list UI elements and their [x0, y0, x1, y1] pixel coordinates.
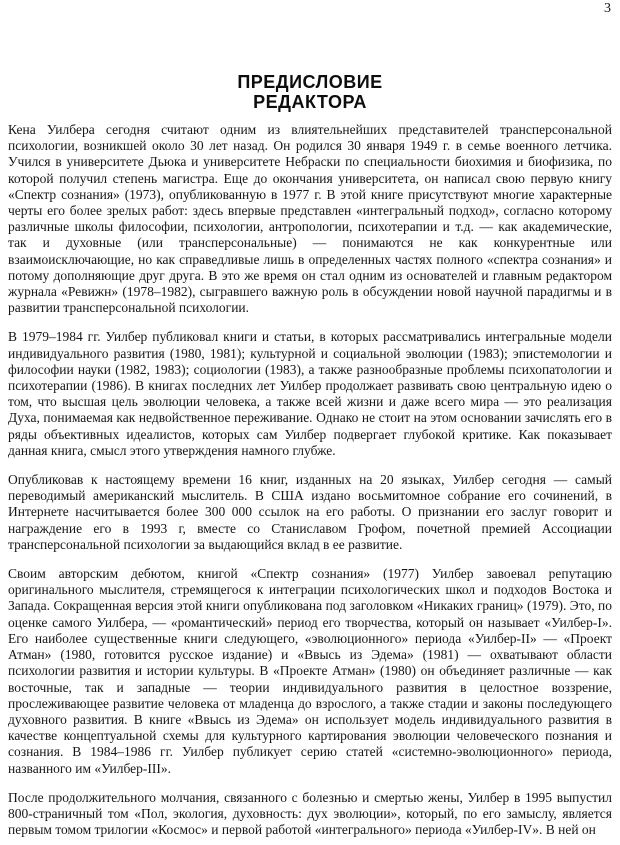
- paragraph-2: В 1979–1984 гг. Уилбер публиковал книги и статьи, в которых рассматривались интегральные модели индивидуального развития (1980, 1981); культурной и социальной эволюции (1983); эпистемологии и философии науки (1982, 1983); социологии (1983), а также разнообразные проблемы психопатологии и психотерапии (1986). В книгах последних лет Уилбер продолжает развивать свою центральную идею о том, что высшая цель эволюции человека, а также всей жизни и даже всего мира — это реализация Духа, понимаемая как недвойственное переживание. Однако не стоит на этом основании зачислять его в ряды объективных идеалистов, которых сам Уилбер подвергает глубокой критике. Как показывает данная книга, смысл этого утверждения намного глубже.: [8, 329, 612, 458]
- paragraph-1: Кена Уилбера сегодня считают одним из влиятельнейших представителей трансперсональной психологии, возникшей около 30 лет назад. Он родился 30 января 1949 г. в семье военного летчика. Учился в университете Дьюка и университете Небраски по специальности биохимия и биофизика, по которой получил степень магистра. Еще до окончания университета, он написал свою первую книгу «Спектр сознания» (1973), опубликованную в 1977 г. В этой книге присутствуют многие характерные черты его более зрелых работ: здесь впервые представлен «интегральный подход», согласно которому различные школы философии, психологии, антропологии, психотерапии и т.д. — как академические, так и духовные (или трансперсональные) — понимаются не как конкурентные или взаимоисключающие, но как справедливые лишь в определенных частях полного «спектра сознания» и потому дополняющие друг друга. В это же время он стал одним из основателей и главным редактором журнала «Ревижн» (1978–1982), сыгравшего важную роль в обсуждении новой научной парадигмы и в развитии трансперсональной психологии.: [8, 122, 612, 316]
- page-title-line1: ПРЕДИСЛОВИЕ: [237, 72, 383, 92]
- paragraph-5: После продолжительного молчания, связанного с болезнью и смертью жены, Уилбер в 1995 выпустил 800-страничный том «Пол, экология, духовность: дух эволюции», который, по его замыслу, является первым томом трилогии «Космос» и первой работой «интегрального» периода «Уилбер-IV». В ней он: [8, 789, 612, 838]
- paragraph-3: Опубликовав к настоящему времени 16 книг, изданных на 20 языках, Уилбер сегодня — самый переводимый американский мыслитель. В США издано восьмитомное собрание его сочинений, в Интернете насчитывается более 300 000 ссылок на его работы. О признании его заслуг говорит и награждение его в 1993 г, вместе со Станиславом Грофом, почетной премией Ассоциации трансперсональной психологии за выдающийся вклад в ее развитие.: [8, 472, 612, 552]
- page-title-line2: РЕДАКТОРА: [253, 92, 367, 112]
- page-title: [0, 0, 620, 112]
- preface-body: [8, 122, 612, 838]
- page-number: 3: [604, 1, 611, 16]
- paragraph-4: Своим авторским дебютом, книгой «Спектр сознания» (1977) Уилбер завоевал репутацию оригинального мыслителя, стремящегося к интеграции психологических школ и подходов Востока и Запада. Сокращенная версия этой книги опубликована под заголовком «Никаких границ» (1979). Это, по оценке самого Уилбера, — «романтический» период его творчества, который он называет «Уилбер-I». Его наиболее существенные книги следующего, «эволюционного» периода «Уилбер-II» — «Проект Атман» (1980, готовится русское издание) и «Ввысь из Эдема» (1981) — охватывают области психологии развития и истории культуры. В «Проекте Атман» (1980) он объединяет различные — как восточные, так и западные — теории индивидуального развития в целостное воззрение, прослеживающее развитие человека от младенца до взрослого, а также стадии и законы последующего духовного развития. В книге «Ввысь из Эдема» он использует модель индивидуального развития в качестве концептуальной схемы для культурного картирования эволюции человеческого познания и сознания. В 1984–1986 гг. Уилбер публикует серию статей «системно-эволюционного» периода, названного им «Уилбер-III».: [8, 566, 612, 776]
